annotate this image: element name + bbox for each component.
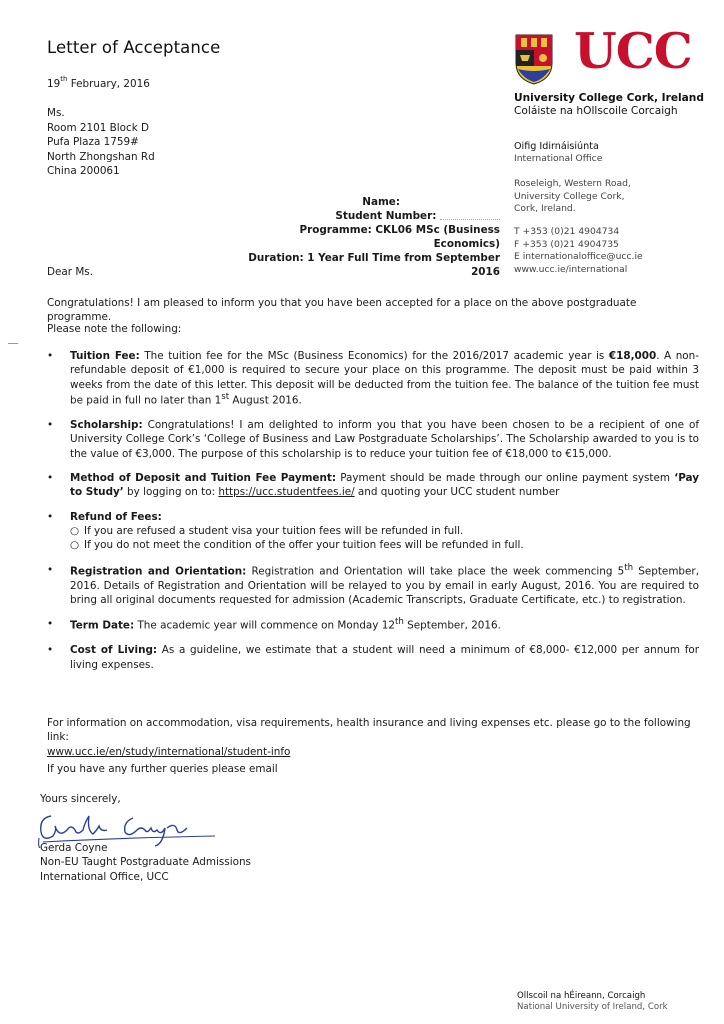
office-name-ga: Oifig Idirnáisiúnta xyxy=(514,141,599,152)
office-address-line: Cork, Ireland. xyxy=(514,203,576,215)
signer-title: Non-EU Taught Postgraduate Admissions xyxy=(40,856,251,869)
footer-line-ga: Ollscoil na hÉireann, Corcaigh xyxy=(517,991,646,1001)
footer-university xyxy=(517,991,668,1013)
note-line: Please note the following: xyxy=(47,323,182,335)
closing: Yours sincerely, xyxy=(40,793,121,805)
student-number-row xyxy=(240,210,500,224)
refund-sub-item: ○ If you are refused a student visa your tuition fees will be refunded in full. xyxy=(70,525,464,538)
bullet-icon: • xyxy=(47,418,54,431)
congratulations-paragraph: Congratulations! I am pleased to inform you that you have been accepted for a place on the above postgraduate programme. xyxy=(47,297,637,324)
university-name-en: University College Cork, Ireland xyxy=(514,92,704,104)
circle-bullet-icon: ○ xyxy=(70,525,80,538)
list-item-registration: • Registration and Orientation: Registration and Orientation will take place the week commencing 5th September, 2016. Details of Registration and Orientation will be relayed to you by email in early August, 2016. You are required to bring all original documents requested for admission (Academic Transcripts, Graduate Certificate, etc.) to registration. xyxy=(47,562,699,606)
recipient-address xyxy=(47,106,155,179)
office-contact-block xyxy=(514,140,643,277)
office-fax: F +353 (0)21 4904735 xyxy=(514,238,619,250)
student-number-label: Student Number: xyxy=(335,209,437,222)
ucc-logo-text: UCC xyxy=(574,22,692,80)
bullet-icon: • xyxy=(47,563,54,576)
address-line: China 200061 xyxy=(47,165,120,178)
letter-title: Letter of Acceptance xyxy=(47,38,221,57)
office-web: www.ucc.ie/international xyxy=(514,264,628,276)
letter-date: 19th February, 2016 xyxy=(47,75,150,90)
office-name-en: International Office xyxy=(514,153,603,165)
office-address-line: University College Cork, xyxy=(514,190,625,202)
bullet-icon: • xyxy=(47,510,54,523)
signer-office: International Office, UCC xyxy=(40,870,169,883)
list-item-cost-of-living: • Cost of Living: As a guideline, we estimate that a student will need a minimum of €8,000- €12,000 per annum for living expenses. xyxy=(47,644,699,671)
university-name-ga: Coláiste na hOllscoile Corcaigh xyxy=(514,105,678,117)
student-name-label: Name: xyxy=(362,196,400,208)
programme-line: Programme: CKL06 MSc (Business Economics) xyxy=(299,223,500,250)
footer-line-en: National University of Ireland, Cork xyxy=(517,1002,668,1013)
duration-line: Duration: 1 Year Full Time from September 2016 xyxy=(248,251,500,278)
queries-line: If you have any further queries please email xyxy=(47,763,278,775)
address-line: Room 2101 Block D xyxy=(47,121,150,134)
address-line: Pufa Plaza 1759# xyxy=(47,136,139,149)
bullet-icon: • xyxy=(47,350,54,362)
handwritten-signature xyxy=(37,808,227,848)
list-item-payment: • Method of Deposit and Tuition Fee Payment: Payment should be made through our online payment system ‘Pay to Study’ by logging on to: https://ucc.studentfees.ie/ and quoting your UCC student number xyxy=(47,471,700,499)
office-phone: T +353 (0)21 4904734 xyxy=(514,225,620,237)
student-details xyxy=(240,196,500,280)
list-item-scholarship: • Scholarship: Congratulations! I am delighted to inform you that you have been chosen to be a recipient of one of University College Cork’s ‘College of Business and Law Postgraduate Scholarships’. The Scholarship awarded to you is to the value of €3,000. The purpose of this scholarship is to reduce your tuition fee of €18,000 to €15,000. xyxy=(47,418,699,460)
student-info-link[interactable]: www.ucc.ie/en/study/international/student-info xyxy=(47,745,291,758)
bullet-icon: • xyxy=(47,644,54,657)
circle-bullet-icon: ○ xyxy=(70,539,80,552)
refund-sub-item: ○ If you do not meet the condition of the offer your tuition fees will be refunded in full. xyxy=(70,539,524,552)
list-item-term-date: • Term Date: The academic year will commence on Monday 12th September, 2016. xyxy=(47,617,501,632)
redacted-student-number xyxy=(440,211,500,220)
ucc-crest-icon xyxy=(514,33,554,85)
conditions-list xyxy=(47,349,699,682)
list-item-refund: • Refund of Fees: ○ If you are refused a student visa your tuition fees will be refunded in full. ○ If you do not meet the condition of the offer your tuition fees will be refunded in full. xyxy=(47,510,699,553)
info-paragraph: For information on accommodation, visa requirements, health insurance and living expenses etc. please go to the following link: www.ucc.ie/en/study/international/student-info xyxy=(47,717,691,758)
ucc-logo xyxy=(514,22,714,88)
salutation: Dear Ms. xyxy=(47,266,94,278)
bullet-icon: • xyxy=(47,618,54,631)
address-line: Ms. xyxy=(47,107,65,119)
list-item-tuition: • Tuition Fee: The tuition fee for the MSc (Business Economics) for the 2016/2017 academic year is €18,000. A non-refundable deposit of €1,000 is required to secure your place on this programme. The deposit must be paid within 3 weeks from the date of this letter. This deposit will be deducted from the tuition fee. The balance of the tuition fee must be paid in full no later than 1st August 2016. xyxy=(47,350,699,407)
signer-name: Gerda Coyne xyxy=(40,841,108,854)
address-line: North Zhongshan Rd xyxy=(47,150,155,163)
bullet-icon: • xyxy=(47,471,54,484)
margin-mark xyxy=(8,343,18,344)
student-fees-link[interactable]: https://ucc.studentfees.ie/ xyxy=(218,486,355,499)
office-address-line: Roseleigh, Western Road, xyxy=(514,177,631,189)
office-email: E internationaloffice@ucc.ie xyxy=(514,251,643,263)
